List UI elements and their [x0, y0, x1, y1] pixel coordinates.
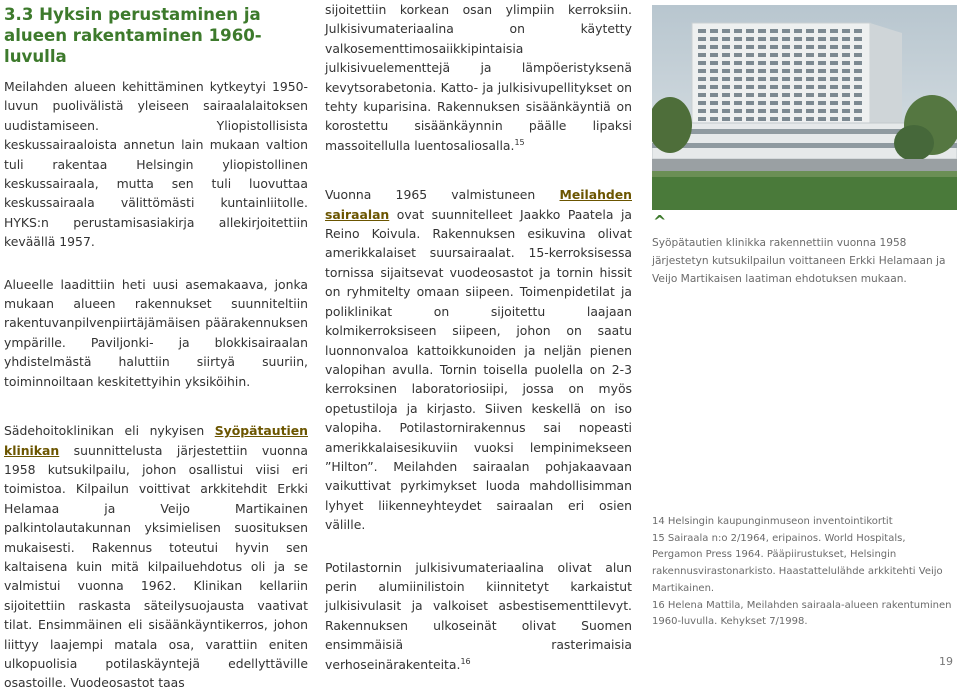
window	[710, 29, 718, 33]
window	[758, 69, 766, 73]
building-photo	[652, 5, 957, 210]
window	[770, 93, 778, 97]
window	[854, 45, 862, 49]
paragraph-4	[325, 0, 632, 155]
window	[854, 85, 862, 89]
window	[698, 109, 706, 113]
window	[734, 61, 742, 65]
window	[734, 29, 742, 33]
window	[806, 53, 814, 57]
window	[698, 77, 706, 81]
window	[842, 29, 850, 33]
window	[758, 37, 766, 41]
window	[794, 45, 802, 49]
window	[794, 61, 802, 65]
paragraph-3-lead: Sädehoitoklinikan eli nykyisen	[4, 423, 215, 439]
window	[698, 29, 706, 33]
window	[806, 29, 814, 33]
paragraph-1: Meilahden alueen kehittäminen kytkeytyi 1950-luvun puolivälistä yleiseen sairaalalaitoksen uudistamiseen. Yliopistollisista keskussairaaloista annetun lain mukaan valtion tuli rakentaa Helsingin yliopistollinen keskussairaala, mutta sen tuli luovuttaa keskussairaala välittömästi kuntainliitolle. HYKS:n perustamisasiakirja allekirjoitettiin keväällä 1957.	[4, 79, 308, 250]
window	[734, 101, 742, 105]
window	[710, 37, 718, 41]
window	[722, 93, 730, 97]
photo-caption: Syöpätautien klinikka rakennettiin vuonna 1958 järjestetyn kutsukilpailun voittaneen Erkki Helamaan ja Veijo Martikaisen laatiman ehdotuksen mukaan.	[652, 237, 946, 285]
window	[746, 37, 754, 41]
window	[794, 109, 802, 113]
section-heading: 3.3 Hyksin perustaminen ja alueen rakentaminen 1960-luvulla	[4, 5, 262, 66]
window	[710, 109, 718, 113]
window	[818, 53, 826, 57]
window	[842, 117, 850, 121]
window	[734, 85, 742, 89]
left-column	[4, 0, 308, 693]
window	[782, 69, 790, 73]
window	[842, 85, 850, 89]
window	[734, 117, 742, 121]
window	[722, 85, 730, 89]
window	[830, 37, 838, 41]
window	[770, 37, 778, 41]
window	[758, 93, 766, 97]
window	[746, 77, 754, 81]
window	[794, 29, 802, 33]
window	[734, 37, 742, 41]
window	[806, 109, 814, 113]
window	[758, 61, 766, 65]
paragraph-5	[325, 185, 632, 534]
window	[722, 37, 730, 41]
window	[830, 61, 838, 65]
window	[758, 77, 766, 81]
window	[806, 37, 814, 41]
paragraph-2: Alueelle laadittiin heti uusi asemakaava, jonka mukaan alueen rakennukset suunniteltiin rakentuvanpilvenpiirtäjämäisen päärakennuksen ympärille. Paviljonki- ja blokkisairaalan yhdistelmästä haluttiin siirtyä suuriin, toiminnoiltaan keskitettyihin yksiköihin.	[4, 276, 308, 389]
window	[818, 101, 826, 105]
window	[842, 101, 850, 105]
window	[734, 45, 742, 49]
window	[842, 109, 850, 113]
middle-column	[325, 0, 632, 674]
caret-up-icon: ^	[653, 212, 667, 231]
footnote-15: 15 Sairaala n:o 2/1964, eripainos. World Hospitals, Pergamon Press 1964. Pääpiirustukset, Helsingin rakennusvirastonarkisto. Haastattelulähde arkkitehti Veijo Martikainen.	[652, 532, 943, 594]
window	[758, 109, 766, 113]
window	[758, 85, 766, 89]
window	[782, 85, 790, 89]
window	[710, 77, 718, 81]
window	[746, 53, 754, 57]
window	[854, 53, 862, 57]
window	[830, 69, 838, 73]
window	[746, 109, 754, 113]
window	[842, 53, 850, 57]
window	[722, 109, 730, 113]
paragraph-6-body: Potilastornin julkisivumateriaalina olivat alun perin alumiinilistoin kiinnitetyt karkaistut julkisivulasit ja valkoiset asbestisementtilevyt. Rakennuksen ulkoseinät olivat Suomen ensimmäisiä rasterimaisia verhoseinärakenteita.	[325, 559, 632, 672]
window	[782, 109, 790, 113]
window	[830, 29, 838, 33]
window	[818, 117, 826, 121]
window	[698, 117, 706, 121]
window	[746, 117, 754, 121]
window	[758, 101, 766, 105]
window	[782, 61, 790, 65]
window	[782, 93, 790, 97]
window	[830, 93, 838, 97]
window	[722, 29, 730, 33]
page-number: 19	[939, 655, 953, 668]
window	[734, 93, 742, 97]
window	[710, 69, 718, 73]
window	[746, 93, 754, 97]
window	[710, 117, 718, 121]
paragraph-5-body: ovat suunnitelleet Jaakko Paatela ja Reino Koivula. Rakennuksen esikuvina olivat amerikkalaiset suursairaalat. 15-kerroksisessa tornissa sijaitsevat vuodeosastot ja tornin hissit on ryhmitelty omaan siipeen. Toimenpidetilat ja poliklinikat on sijoitettu laajaan kolmikerroksiseen siipeen, johon on saatu luonnonvaloa kattoikkunoiden ja neljän pienen valopihan avulla. Tornin toisella puolella on 2-3 kerroksinen laboratoriosiipi, jossa on myös opetustiloja ja kirjasto. Siiven keskellä on iso valopiha. Potilastornirakennus sai nopeasti amerikkalaisesikuviin vuoksi lempinimekseen ”Hilton”. Meilahden sairaalan pohjakaavaan vaikuttivat pyrkimykset luoda mahdollisimman lyhyet liikenneyhteydet sairaalan eri osien välille.	[325, 206, 632, 533]
window	[770, 101, 778, 105]
window	[782, 45, 790, 49]
window	[806, 85, 814, 89]
window	[794, 53, 802, 57]
window	[806, 61, 814, 65]
window	[722, 117, 730, 121]
window	[830, 53, 838, 57]
window	[746, 85, 754, 89]
window	[818, 85, 826, 89]
paragraph-3	[4, 421, 308, 693]
window	[794, 101, 802, 105]
window	[782, 29, 790, 33]
window	[818, 93, 826, 97]
window	[854, 109, 862, 113]
footnote-16: 16 Helena Mattila, Meilahden sairaala-alueen rakentuminen 1960-luvulla. Kehykset 7/1998.	[652, 599, 952, 628]
window	[830, 45, 838, 49]
window	[698, 69, 706, 73]
window	[806, 101, 814, 105]
footnote-ref-15[interactable]: 15	[514, 137, 525, 147]
window	[830, 117, 838, 121]
window	[818, 77, 826, 81]
window	[818, 61, 826, 65]
window	[698, 45, 706, 49]
paragraph-6	[325, 558, 632, 674]
window	[770, 85, 778, 89]
window	[818, 29, 826, 33]
window	[818, 45, 826, 49]
window	[794, 117, 802, 121]
window	[722, 61, 730, 65]
window	[770, 109, 778, 113]
paragraph-5-lead: Vuonna 1965 valmistuneen	[325, 187, 560, 203]
window	[782, 53, 790, 57]
window	[698, 85, 706, 89]
footnote-14: 14 Helsingin kaupunginmuseon inventointikortit	[652, 516, 893, 527]
window	[842, 37, 850, 41]
window	[830, 109, 838, 113]
window	[746, 101, 754, 105]
window	[722, 101, 730, 105]
window	[806, 69, 814, 73]
window	[854, 93, 862, 97]
window	[782, 117, 790, 121]
window	[842, 93, 850, 97]
window	[770, 117, 778, 121]
window	[722, 69, 730, 73]
paragraph-3-body: suunnittelusta järjestettiin vuonna 1958 kutsukilpailu, johon osallistui viisi eri toimistoa. Kilpailun voittivat arkkitehdit Erkki Helamaa ja Veijo Martikainen palkintolautakunnan yksimielisen suosituksen mukaisesti. Rakennus toteutui hyvin sen kaltaisena kuin mitä kilpailuehdotus oli ja se valmistui vuonna 1962. Klinikan kellariin sijoitettiin raskasta säteilysuojausta vaativat tilat. Ensimmäinen eli sisäänkäyntikerros, johon liittyy laajempi matala osa, varattiin eniten ulkopuolisia potilaskäyntejä edellyttäville osastoille. Vuodeosastot taas	[4, 442, 308, 691]
window	[818, 109, 826, 113]
window	[854, 69, 862, 73]
link-meilahden-sairaala[interactable]: Meilahden sairaalan	[325, 187, 632, 222]
footnotes	[652, 514, 957, 631]
window	[854, 61, 862, 65]
window	[806, 93, 814, 97]
window	[818, 37, 826, 41]
window	[698, 53, 706, 57]
window	[770, 45, 778, 49]
window	[746, 61, 754, 65]
window	[830, 101, 838, 105]
paragraph-4-body: sijoitettiin korkean osan ylimpiin kerroksiin. Julkisivumateriaalina on käytetty valkosementtimosaiikkipintaisia julkisivuelementtejä ja lämpöeristyksenä kevytsorabetonia. Katto- ja julkisivupellitykset on tehty kuparisina. Rakennuksen sisäänkäyntiä on korostettu sisäänkäynnin päälle lipaksi massoitellulla luentosaliosalla.	[325, 2, 632, 153]
window	[722, 45, 730, 49]
window	[830, 85, 838, 89]
window	[794, 93, 802, 97]
window	[770, 29, 778, 33]
window	[758, 29, 766, 33]
window	[854, 117, 862, 121]
window	[806, 77, 814, 81]
window	[842, 77, 850, 81]
window	[734, 69, 742, 73]
window	[782, 37, 790, 41]
window	[746, 45, 754, 49]
window	[794, 37, 802, 41]
window	[794, 85, 802, 89]
window	[758, 117, 766, 121]
window	[734, 77, 742, 81]
window	[854, 29, 862, 33]
window	[710, 101, 718, 105]
window	[710, 93, 718, 97]
window	[770, 61, 778, 65]
window	[698, 93, 706, 97]
window	[854, 77, 862, 81]
footnote-ref-16[interactable]: 16	[460, 656, 471, 666]
window	[770, 77, 778, 81]
window	[698, 101, 706, 105]
window	[818, 69, 826, 73]
window	[746, 69, 754, 73]
window	[770, 53, 778, 57]
window	[734, 53, 742, 57]
window	[806, 117, 814, 121]
window	[710, 53, 718, 57]
window	[830, 77, 838, 81]
window	[842, 69, 850, 73]
window	[722, 53, 730, 57]
window	[770, 69, 778, 73]
window	[782, 77, 790, 81]
window	[806, 45, 814, 49]
window	[710, 85, 718, 89]
window	[758, 53, 766, 57]
window	[722, 77, 730, 81]
window	[698, 37, 706, 41]
window	[842, 61, 850, 65]
window	[854, 37, 862, 41]
window	[782, 101, 790, 105]
window	[710, 45, 718, 49]
window	[710, 61, 718, 65]
window	[854, 101, 862, 105]
window	[794, 69, 802, 73]
link-syopatautien-klinikka[interactable]: Syöpätautien klinikan	[4, 423, 308, 458]
window	[698, 61, 706, 65]
window	[734, 109, 742, 113]
window	[794, 77, 802, 81]
window	[746, 29, 754, 33]
window	[758, 45, 766, 49]
window	[842, 45, 850, 49]
